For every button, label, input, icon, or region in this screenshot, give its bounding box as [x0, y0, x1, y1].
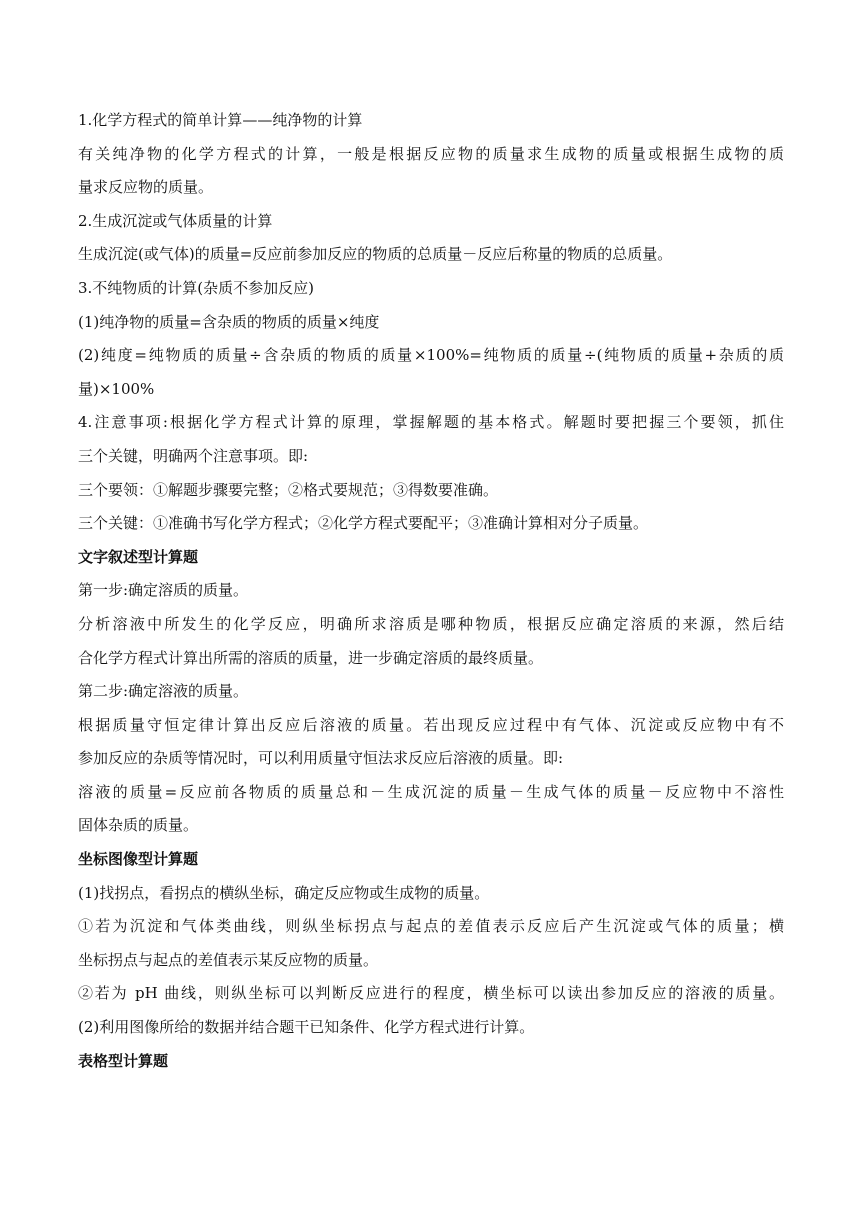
text-line: 3.不纯物质的计算(杂质不参加反应) [78, 278, 315, 297]
text-line: 溶液的质量=反应前各物质的质量总和－生成沉淀的质量－生成气体的质量－反应物中不溶性 [78, 782, 784, 801]
text-line: 根据质量守恒定律计算出反应后溶液的质量。若出现反应过程中有气体、沉淀或反应物中有不 [78, 715, 784, 734]
text-line: (1)找拐点，看拐点的横纵坐标，确定反应物或生成物的质量。 [78, 883, 490, 902]
text-line: 第一步:确定溶质的质量。 [78, 581, 249, 600]
text-line: ②若为 pH 曲线，则纵坐标可以判断反应进行的程度，横坐标可以读出参加反应的溶液的质量。 [78, 984, 784, 1003]
section-heading: 表格型计算题 [78, 1051, 169, 1070]
text-line: 第二步:确定溶液的质量。 [78, 682, 249, 701]
text-line: 合化学方程式计算出所需的溶质的质量，进一步确定溶质的最终质量。 [78, 648, 544, 667]
text-line: 1.化学方程式的简单计算——纯净物的计算 [78, 111, 363, 129]
text-line: (2)纯度=纯物质的质量÷含杂质的物质的质量×100%=纯物质的质量÷(纯物质的质量+杂质的质 [78, 346, 784, 365]
text-line: 坐标拐点与起点的差值表示某反应物的质量。 [78, 950, 379, 969]
text-line: 固体杂质的质量。 [78, 816, 199, 835]
text-line: (1)纯净物的质量=含杂质的物质的质量×纯度 [78, 312, 380, 331]
section-heading: 文字叙述型计算题 [78, 547, 199, 566]
text-line: 2.生成沉淀或气体质量的计算 [78, 211, 273, 230]
section-heading: 坐标图像型计算题 [78, 850, 199, 869]
text-line: 三个关键，明确两个注意事项。即: [78, 446, 309, 465]
text-line: 分析溶液中所发生的化学反应，明确所求溶质是哪种物质，根据反应确定溶质的来源，然后结 [78, 614, 784, 633]
text-line: (2)利用图像所给的数据并结合题干已知条件、化学方程式进行计算。 [78, 1018, 535, 1037]
text-line: 三个关键：①准确书写化学方程式；②化学方程式要配平；③准确计算相对分子质量。 [78, 514, 649, 533]
text-line: 4.注意事项:根据化学方程式计算的原理，掌握解题的基本格式。解题时要把握三个要领，抓住 [78, 413, 784, 432]
text-line: 量)×100% [78, 379, 155, 398]
text-line: 量求反应物的质量。 [78, 178, 214, 197]
text-line: 参加反应的杂质等情况时，可以利用质量守恒法求反应后溶液的质量。即: [78, 749, 564, 768]
text-line: ①若为沉淀和气体类曲线，则纵坐标拐点与起点的差值表示反应后产生沉淀或气体的质量；横 [78, 917, 784, 936]
text-line: 生成沉淀(或气体)的质量=反应前参加反应的物质的总质量－反应后称量的物质的总质量。 [78, 245, 673, 264]
text-line: 有关纯净物的化学方程式的计算，一般是根据反应物的质量求生成物的质量或根据生成物的质 [78, 144, 784, 163]
document-body [78, 104, 784, 1078]
text-line: 三个要领：①解题步骤要完整；②格式要规范；③得数要准确。 [78, 480, 499, 499]
